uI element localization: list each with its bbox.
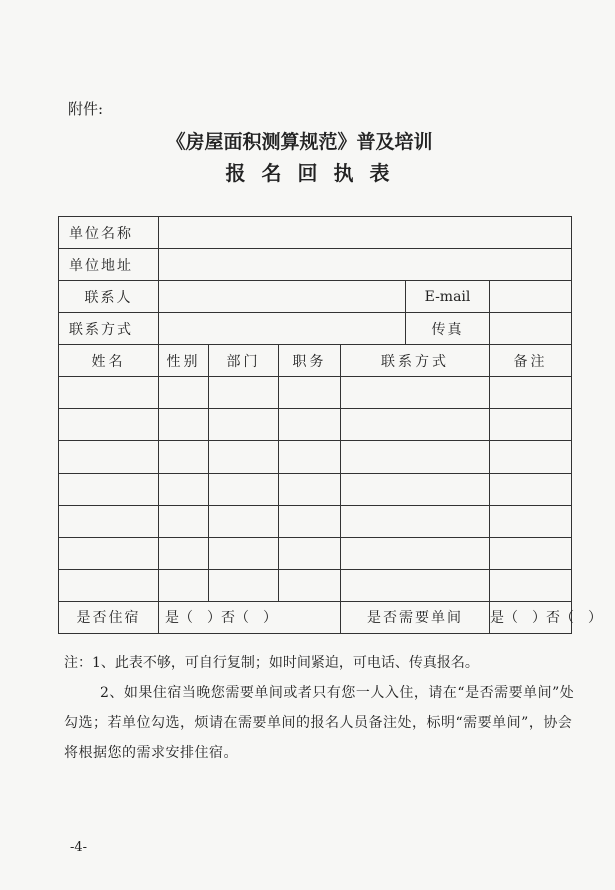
table-row [59, 537, 572, 569]
single-room-choice[interactable]: 是（ ）否（ ） [490, 601, 572, 633]
email-field[interactable] [490, 281, 572, 313]
accommodation-choice[interactable]: 是（ ）否（ ） [159, 601, 341, 633]
contact-cell[interactable] [341, 537, 490, 569]
position-cell[interactable] [279, 409, 341, 441]
contact-cell[interactable] [341, 377, 490, 409]
contact-method-label: 联系方式 [59, 313, 159, 345]
contact-cell[interactable] [341, 473, 490, 505]
table-row [59, 569, 572, 601]
position-cell[interactable] [279, 473, 341, 505]
department-cell[interactable] [209, 441, 279, 473]
contact-cell[interactable] [341, 505, 490, 537]
note-2: 2、如果住宿当晚您需要单间或者只有您一人入住，请在“是否需要单间”处勾选；若单位勾选，烦请在需要单间的报名人员备注处，标明“需要单间”，协会将根据您的需求安排住宿。 [64, 685, 575, 761]
unit-name-field[interactable] [159, 217, 572, 249]
name-cell[interactable] [59, 569, 159, 601]
gender-cell[interactable] [159, 569, 209, 601]
contact-person-field[interactable] [159, 281, 406, 313]
gender-cell[interactable] [159, 505, 209, 537]
accommodation-row [59, 601, 572, 633]
department-cell[interactable] [209, 473, 279, 505]
remarks-cell[interactable] [490, 537, 572, 569]
column-header-row [59, 345, 572, 377]
note-1: 注：1、此表不够，可自行复制；如时间紧迫，可电话、传真报名。 [64, 655, 479, 671]
table-row [59, 473, 572, 505]
department-cell[interactable] [209, 537, 279, 569]
gender-cell[interactable] [159, 537, 209, 569]
table-row [59, 377, 572, 409]
email-label: E-mail [406, 281, 490, 313]
department-cell[interactable] [209, 409, 279, 441]
contact-method-field[interactable] [159, 313, 406, 345]
name-cell[interactable] [59, 537, 159, 569]
attachment-label: 附件: [68, 100, 104, 118]
name-cell[interactable] [59, 377, 159, 409]
position-cell[interactable] [279, 569, 341, 601]
remarks-cell[interactable] [490, 569, 572, 601]
department-cell[interactable] [209, 505, 279, 537]
col-position-header: 职务 [279, 345, 341, 377]
gender-cell[interactable] [159, 377, 209, 409]
col-name-header: 姓名 [59, 345, 159, 377]
col-gender-header: 性别 [159, 345, 209, 377]
contact-person-label: 联系人 [59, 281, 159, 313]
single-room-label: 是否需要单间 [341, 601, 490, 633]
gender-cell[interactable] [159, 441, 209, 473]
unit-name-row [59, 217, 572, 249]
col-contact-header: 联系方式 [341, 345, 490, 377]
contact-method-row [59, 313, 572, 345]
remarks-cell[interactable] [490, 441, 572, 473]
remarks-cell[interactable] [490, 505, 572, 537]
col-department-header: 部门 [209, 345, 279, 377]
name-cell[interactable] [59, 473, 159, 505]
table-row [59, 441, 572, 473]
remarks-cell[interactable] [490, 409, 572, 441]
position-cell[interactable] [279, 537, 341, 569]
unit-address-row [59, 249, 572, 281]
position-cell[interactable] [279, 377, 341, 409]
gender-cell[interactable] [159, 473, 209, 505]
notes-section [64, 648, 584, 678]
gender-cell[interactable] [159, 409, 209, 441]
registration-form-table [58, 216, 602, 634]
table-row [59, 505, 572, 537]
remarks-cell[interactable] [490, 377, 572, 409]
fax-field[interactable] [490, 313, 572, 345]
document-subtitle: 报名回执表 [225, 161, 406, 185]
position-cell[interactable] [279, 441, 341, 473]
name-cell[interactable] [59, 505, 159, 537]
contact-cell[interactable] [341, 409, 490, 441]
accommodation-label: 是否住宿 [59, 601, 159, 633]
department-cell[interactable] [209, 377, 279, 409]
name-cell[interactable] [59, 409, 159, 441]
unit-address-field[interactable] [159, 249, 572, 281]
col-remarks-header: 备注 [490, 345, 572, 377]
unit-address-label: 单位地址 [59, 249, 159, 281]
table-row [59, 409, 572, 441]
remarks-cell[interactable] [490, 473, 572, 505]
name-cell[interactable] [59, 441, 159, 473]
document-title: 《房屋面积测算规范》普及培训 [166, 131, 433, 153]
page-number: -4- [70, 840, 88, 855]
position-cell[interactable] [279, 505, 341, 537]
contact-person-row [59, 281, 572, 313]
contact-cell[interactable] [341, 441, 490, 473]
contact-cell[interactable] [341, 569, 490, 601]
fax-label: 传真 [406, 313, 490, 345]
unit-name-label: 单位名称 [59, 217, 159, 249]
department-cell[interactable] [209, 569, 279, 601]
